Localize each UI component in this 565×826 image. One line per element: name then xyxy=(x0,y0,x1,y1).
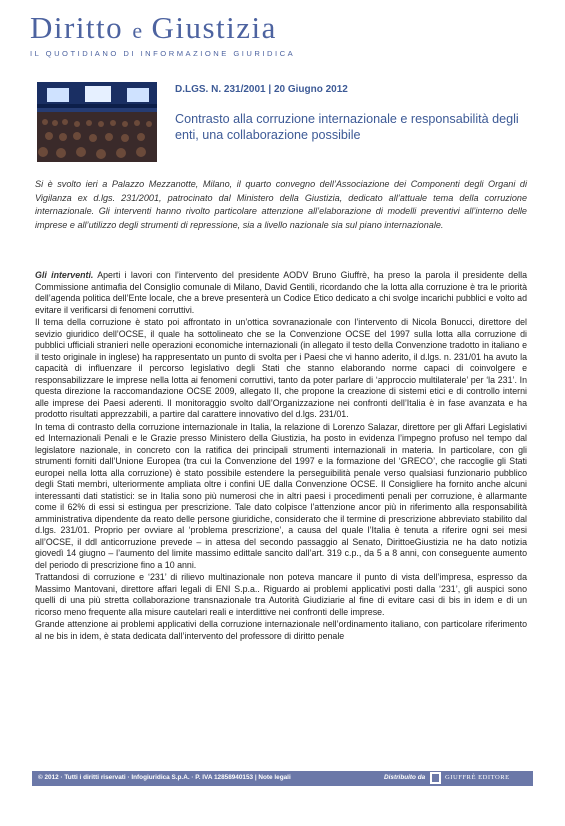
footer-bar xyxy=(32,771,533,786)
body-paragraph: Il tema della corruzione è stato poi affrontato in un’ottica sovranazionale con l’intervento di Nicola Bonucci, direttore del sevizio giuridico dell’OCSE, il quale ha sottolineato che se la Convenzione OCSE del 1997 sulla lotta alla corruzione di pubblici ufficiali stranieri nelle operazioni economiche internazionali (in allegato il testo della Convenzione tradotto in italiano e il testo originale in inglese) ha rappresentato un punto di svolta per i Paesi che vi hanno aderito, il d.lgs. n. 231/01 ha avuto la capacità di influenzare il percorso legislativo degli Stati che stanno elaborando norme capaci di coinvolgere e responsabilizzare le imprese nella lotta ai fenomeni corruttivi, tanto da poter parlare di ‘approccio multilaterale’ per ‘la 231’. In questa direzione la raccomandazione OCSE 2009, allegato II, che propone la creazione di sistemi etici e di controllo interni alle imprese dei Paesi aderenti. Il monitoraggio svolto dall’Organizzazione nei confronti dell’Italia è in fase avanzata e ha prodotto risultati apprezzabili, a partire dal carattere innovativo del d.lgs. 231/01. xyxy=(35,317,527,419)
body-paragraph: In tema di contrasto della corruzione internazionale in Italia, la relazione di Lorenzo Salazar, direttore per gli Affari Legislativi ed Internazionali Penali e le Grazie presso Ministero della Giustizia, ha posto in evidenza l’impegno profuso nel tempo dal legislatore nazionale, in concreto con la ratifica dei principali strumenti internazionali in materia. In particolare, con gli strumenti forniti dall’Unione Europea (tra cui la Convenzione del 1997 e la formazione del ‘GRECO’, che raccoglie gli Stati europei nella lotta alla corruzione) è stato possibile estendere la perseguibilità penale verso qualsiasi funzionario pubblico degli Stati membri, ulteriormente ampliata oltre i confini UE dalla Convenzione OCSE. Il Consigliere ha fornito anche alcuni interessanti dati statistici: se in Italia sono più numerosi che in altri paesi i procedimenti penali per corruzione, è allarmante come il 62% di essi si estingua per prescrizione. Tale dato colpisce l’attenzione ancor più in riferimento alla responsabilità amministrativa dipendente da reato delle persone giuridiche, considerato che il termine di prescrizione abbreviato stabilito dal d.lgs. 231/01. Proprio per ovviare al ‘problema prescrizione’, a causa del quale l’Italia è tenuta a riferire ogni sei mesi all’OCSE, il ddl anticorruzione prevede – in attesa del secondo passaggio al Senato, DirittoeGiustizia ne ha dato notizia giovedì 14 giugno – l’aumento del limite massimo edittale sancito dall’art. 319 c.p., da 5 a 8 anni, con conseguente aumento del periodo di prescrizione fino a 10 anni. xyxy=(35,421,527,570)
masthead-title-connector: e xyxy=(132,18,143,43)
masthead-title-part1: Diritto xyxy=(30,10,124,45)
section-lead-label: Gli interventi. xyxy=(35,270,94,280)
conference-hall-image xyxy=(37,82,157,162)
article-dateline: D.LGS. N. 231/2001 | 20 Giugno 2012 xyxy=(175,84,348,95)
masthead xyxy=(30,12,540,58)
article-headline: Contrasto alla corruzione internazionale e responsabilità degli enti, una collaborazione possibile xyxy=(175,112,519,142)
conference-photo xyxy=(37,82,157,162)
footer-copyright[interactable]: © 2012 · Tutti i diritti riservati · Infogiuridica S.p.A. · P. IVA 12858940153 | Note legali xyxy=(38,774,291,781)
publisher-logo-icon xyxy=(430,772,441,784)
masthead-title-part2: Giustizia xyxy=(151,10,277,45)
body-paragraph-text: Aperti i lavori con l’intervento del presidente AODV Bruno Giuffrè, ha preso la parola il presidente della Commissione antimafia del Consiglio comunale di Milano, David Gentili, ricordando che la lotta alla corruzione è tra le priorità dell’agenda politica dell’Ente locale, che a breve presenterà un Codice Etico dedicato a chi svolge incarichi pubblici e volto ad evitare il verificarsi di fenomeni corruttivi. xyxy=(35,270,527,315)
article-body xyxy=(35,270,527,643)
body-paragraph: Grande attenzione ai problemi applicativi della corruzione internazionale nell’ordinamento italiano, con particolare riferimento al ne bis in idem, è stata dedicata dall’intervento del professore di diritto penale xyxy=(35,619,527,641)
masthead-subtitle: IL QUOTIDIANO DI INFORMAZIONE GIURIDICA xyxy=(30,49,296,58)
footer-publisher: GIUFFRÈ EDITORE xyxy=(445,774,510,781)
body-paragraph: Trattandosi di corruzione e ‘231’ di rilievo multinazionale non poteva mancare il punto di vista dell’impresa, espresso da Massimo Mantovani, direttore affari legali di ENI S.p.a.. Riguardo ai problemi applicativi posti dalla ‘231’, gli auspici sono quelli di una più stretta collaborazione transnazionale tra Autorità Giudiziarie al fine di evitare casi di bis in idem e di un ricorso meno frequente alla misure cautelari reali e interdittive nei confronti delle imprese. xyxy=(35,572,527,617)
footer-distributed-by: Distribuito da xyxy=(384,774,426,781)
masthead-title xyxy=(30,12,540,47)
article-abstract: Si è svolto ieri a Palazzo Mezzanotte, Milano, il quarto convegno dell’Associazione dei Componenti degli Organi di Vigilanza ex d.lgs. 231/2001, patrocinato dal Ministero della Giustizia, dedicato all’attuale tema della corruzione internazionale. Gli interventi hanno rivolto particolare attenzione all’elaborazione di modelli preventivi all’interno delle imprese e all’utilizzo degli strumenti di repressione, sia a livello nazionale sia sul piano internazionale. xyxy=(35,179,527,230)
body-paragraph xyxy=(35,270,527,316)
